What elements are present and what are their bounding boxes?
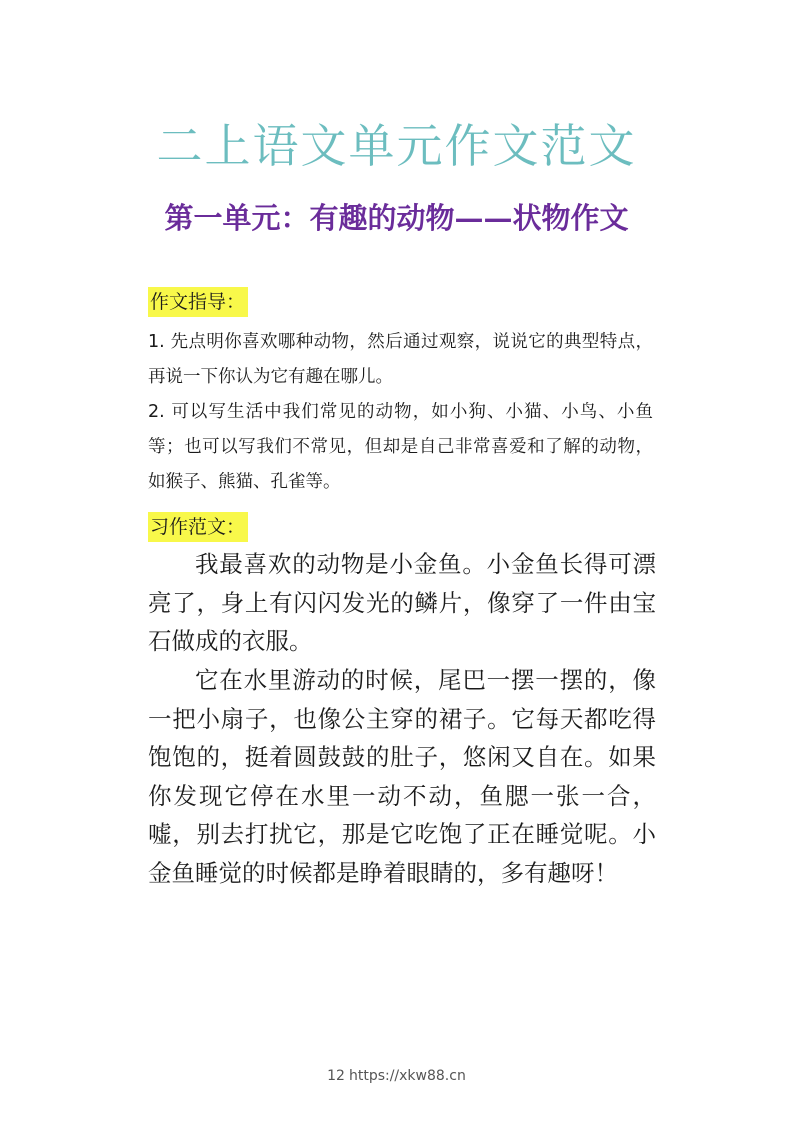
sample-essay — [148, 545, 656, 893]
page-footer — [0, 1068, 793, 1084]
guide-item-2: 2. 可以写生活中我们常见的动物，如小狗、小猫、小鸟、小鱼等；也可以写我们不常见，但却是自己非常喜爱和了解的动物，如猴子、熊猫、孔雀等。 — [148, 402, 653, 492]
sample-paragraph-1: 我最喜欢的动物是小金鱼。小金鱼长得可漂亮了，身上有闪闪发光的鳞片，像穿了一件由宝石做成的衣服。 — [148, 550, 656, 655]
sample-paragraph-2: 它在水里游动的时候，尾巴一摆一摆的，像一把小扇子，也像公主穿的裙子。它每天都吃得饱饱的，挺着圆鼓鼓的肚子，悠闲又自在。如果你发现它停在水里一动不动，鱼腮一张一合，嘘，别去打扰它，那是它吃饱了正在睡觉呢。小金鱼睡觉的时候都是睁着眼睛的，多有趣呀！ — [148, 666, 656, 887]
footer-url[interactable]: https://xkw88.cn — [348, 1068, 466, 1084]
page-number: 12 — [327, 1068, 345, 1084]
page-title: 二上语文单元作文范文 — [156, 119, 637, 173]
guide-label: 作文指导： — [148, 287, 248, 317]
sample-label: 习作范文： — [148, 512, 248, 542]
unit-title: 第一单元：有趣的动物——状物作文 — [164, 201, 629, 235]
guide-item-1: 1. 先点明你喜欢哪种动物，然后通过观察，说说它的典型特点，再说一下你认为它有趣在哪儿。 — [148, 332, 653, 387]
guide-list — [148, 325, 653, 500]
